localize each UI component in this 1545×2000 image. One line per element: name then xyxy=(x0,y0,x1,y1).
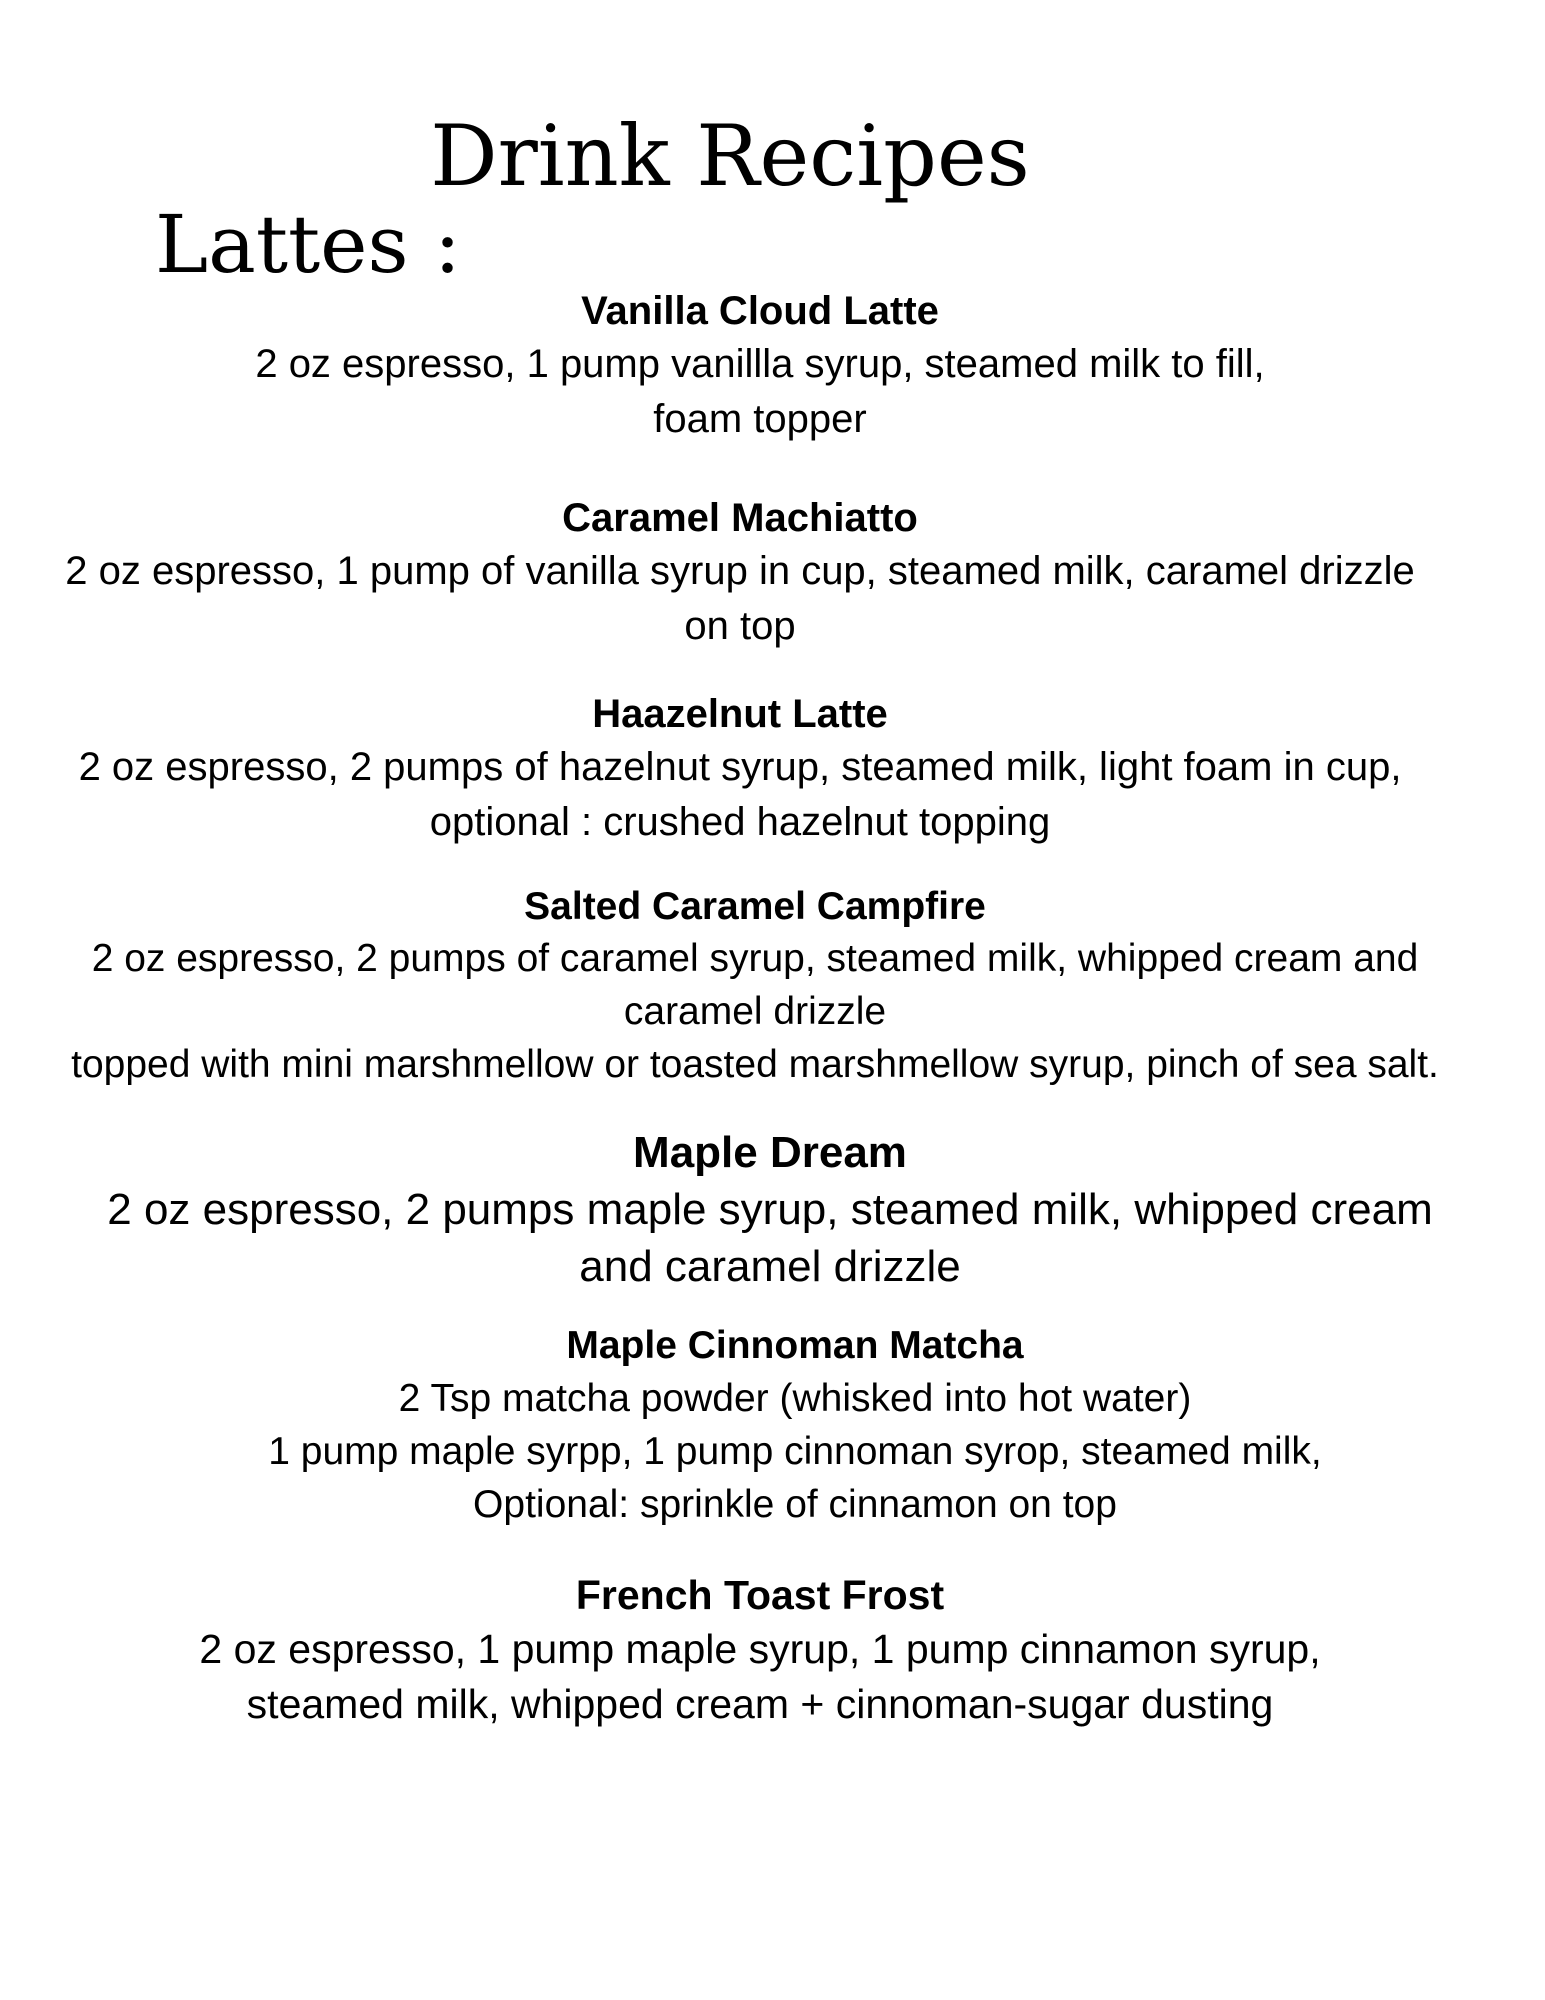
recipe-line: 2 oz espresso, 2 pumps of hazelnut syrup, steamed milk, light foam in cup, xyxy=(78,745,1402,789)
recipe-name: Salted Caramel Campfire xyxy=(524,885,986,928)
recipe-line: 1 pump maple syrpp, 1 pump cinnoman syrop, steamed milk, xyxy=(268,1430,1322,1473)
recipe-line: optional : crushed hazelnut topping xyxy=(429,800,1051,844)
recipe-name: Maple Dream xyxy=(633,1128,907,1177)
recipe-name: Caramel Machiatto xyxy=(562,496,918,540)
recipe-line: foam topper xyxy=(653,397,867,441)
recipe-line: 2 oz espresso, 1 pump of vanilla syrup in cup, steamed milk, caramel drizzle xyxy=(65,549,1415,593)
recipe-line: and caramel drizzle xyxy=(579,1242,961,1291)
page-title: Drink Recipes xyxy=(430,107,1030,205)
recipe-line: 2 oz espresso, 1 pump vanillla syrup, steamed milk to fill, xyxy=(255,342,1265,386)
recipe-line: topped with mini marshmellow or toasted marshmellow syrup, pinch of sea salt. xyxy=(71,1043,1439,1086)
recipe-line: on top xyxy=(684,604,796,648)
recipe-maple-dream xyxy=(50,1125,1490,1295)
recipe-line: 2 oz espresso, 1 pump maple syrup, 1 pump cinnamon syrup, xyxy=(199,1626,1321,1672)
recipe-line: 2 oz espresso, 2 pumps of caramel syrup, steamed milk, whipped cream and xyxy=(91,937,1419,980)
recipe-line: steamed milk, whipped cream + cinnoman-sugar dusting xyxy=(246,1681,1274,1727)
recipe-line: caramel drizzle xyxy=(623,990,887,1033)
recipe-haazelnut-latte xyxy=(0,688,1480,850)
recipe-name: Haazelnut Latte xyxy=(592,692,888,736)
recipe-caramel-machiatto xyxy=(0,492,1480,654)
recipe-french-toast-frost xyxy=(150,1568,1370,1732)
section-heading-lattes: Lattes : xyxy=(155,198,461,291)
recipe-name: Maple Cinnoman Matcha xyxy=(566,1324,1024,1367)
recipe-maple-cinnoman-matcha xyxy=(150,1320,1440,1531)
recipe-salted-caramel-campfire xyxy=(0,882,1510,1091)
recipe-line: 2 oz espresso, 2 pumps maple syrup, steamed milk, whipped cream xyxy=(107,1185,1433,1234)
recipe-line: Optional: sprinkle of cinnamon on top xyxy=(473,1483,1117,1526)
recipe-name: Vanilla Cloud Latte xyxy=(581,289,939,333)
recipe-vanilla-cloud-latte xyxy=(160,285,1360,447)
recipe-line: 2 Tsp matcha powder (whisked into hot water) xyxy=(398,1377,1192,1420)
recipe-name: French Toast Frost xyxy=(575,1572,945,1618)
